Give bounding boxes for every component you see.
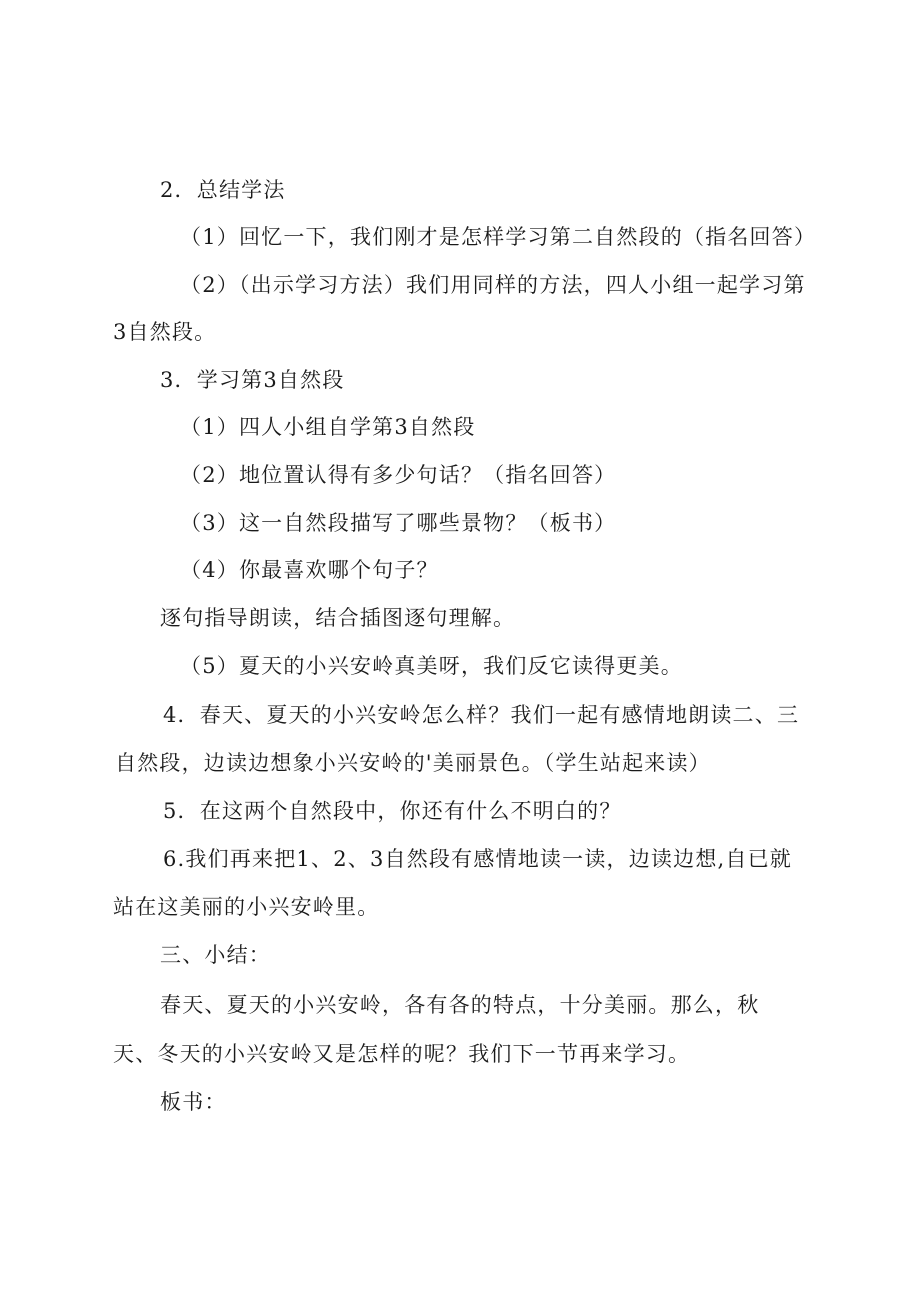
paragraph-line: 逐句指导朗读，结合插图逐句理解。 <box>160 606 516 630</box>
heading-summary: 三、小结： <box>160 943 271 967</box>
paragraph-line: 自然段，边读边想象小兴安岭的'美丽景色。（学生站起来读） <box>115 751 711 775</box>
paragraph-line: （4）你最喜欢哪个句子？ <box>180 558 439 582</box>
paragraph-line: （2）地位置认得有多少句话？（指名回答） <box>180 463 617 487</box>
heading-study-paragraph-3: 3．学习第3自然段 <box>160 368 345 392</box>
paragraph-line: （3）这一自然段描写了哪些景物？（板书） <box>180 511 617 535</box>
paragraph-line: 6.我们再来把1、2、3自然段有感情地读一读，边读边想,自已就 <box>163 847 792 871</box>
paragraph-line: （1）回忆一下，我们刚才是怎样学习第二自然段的（指名回答） <box>180 225 817 249</box>
paragraph-line: 4．春天、夏天的小兴安岭怎么样？我们一起有感情地朗读二、三 <box>163 703 800 727</box>
paragraph-line: 天、冬天的小兴安岭又是怎样的呢？我们下一节再来学习。 <box>113 1042 691 1066</box>
heading-summary-method: 2．总结学法 <box>160 178 286 202</box>
paragraph-line: 5．在这两个自然段中，你还有什么不明白的？ <box>163 799 622 823</box>
paragraph-line: （5）夏天的小兴安岭真美呀，我们反它读得更美。 <box>180 654 683 678</box>
paragraph-line: （2）（出示学习方法）我们用同样的方法，四人小组一起学习第 <box>180 273 806 297</box>
blackboard-label: 板书： <box>160 1090 227 1114</box>
paragraph-line: 春天、夏天的小兴安岭，各有各的特点，十分美丽。那么，秋 <box>160 993 760 1017</box>
paragraph-line: 3自然段。 <box>113 320 217 344</box>
paragraph-line: 站在这美丽的小兴安岭里。 <box>113 895 380 919</box>
paragraph-line: （1）四人小组自学第3自然段 <box>180 415 476 439</box>
